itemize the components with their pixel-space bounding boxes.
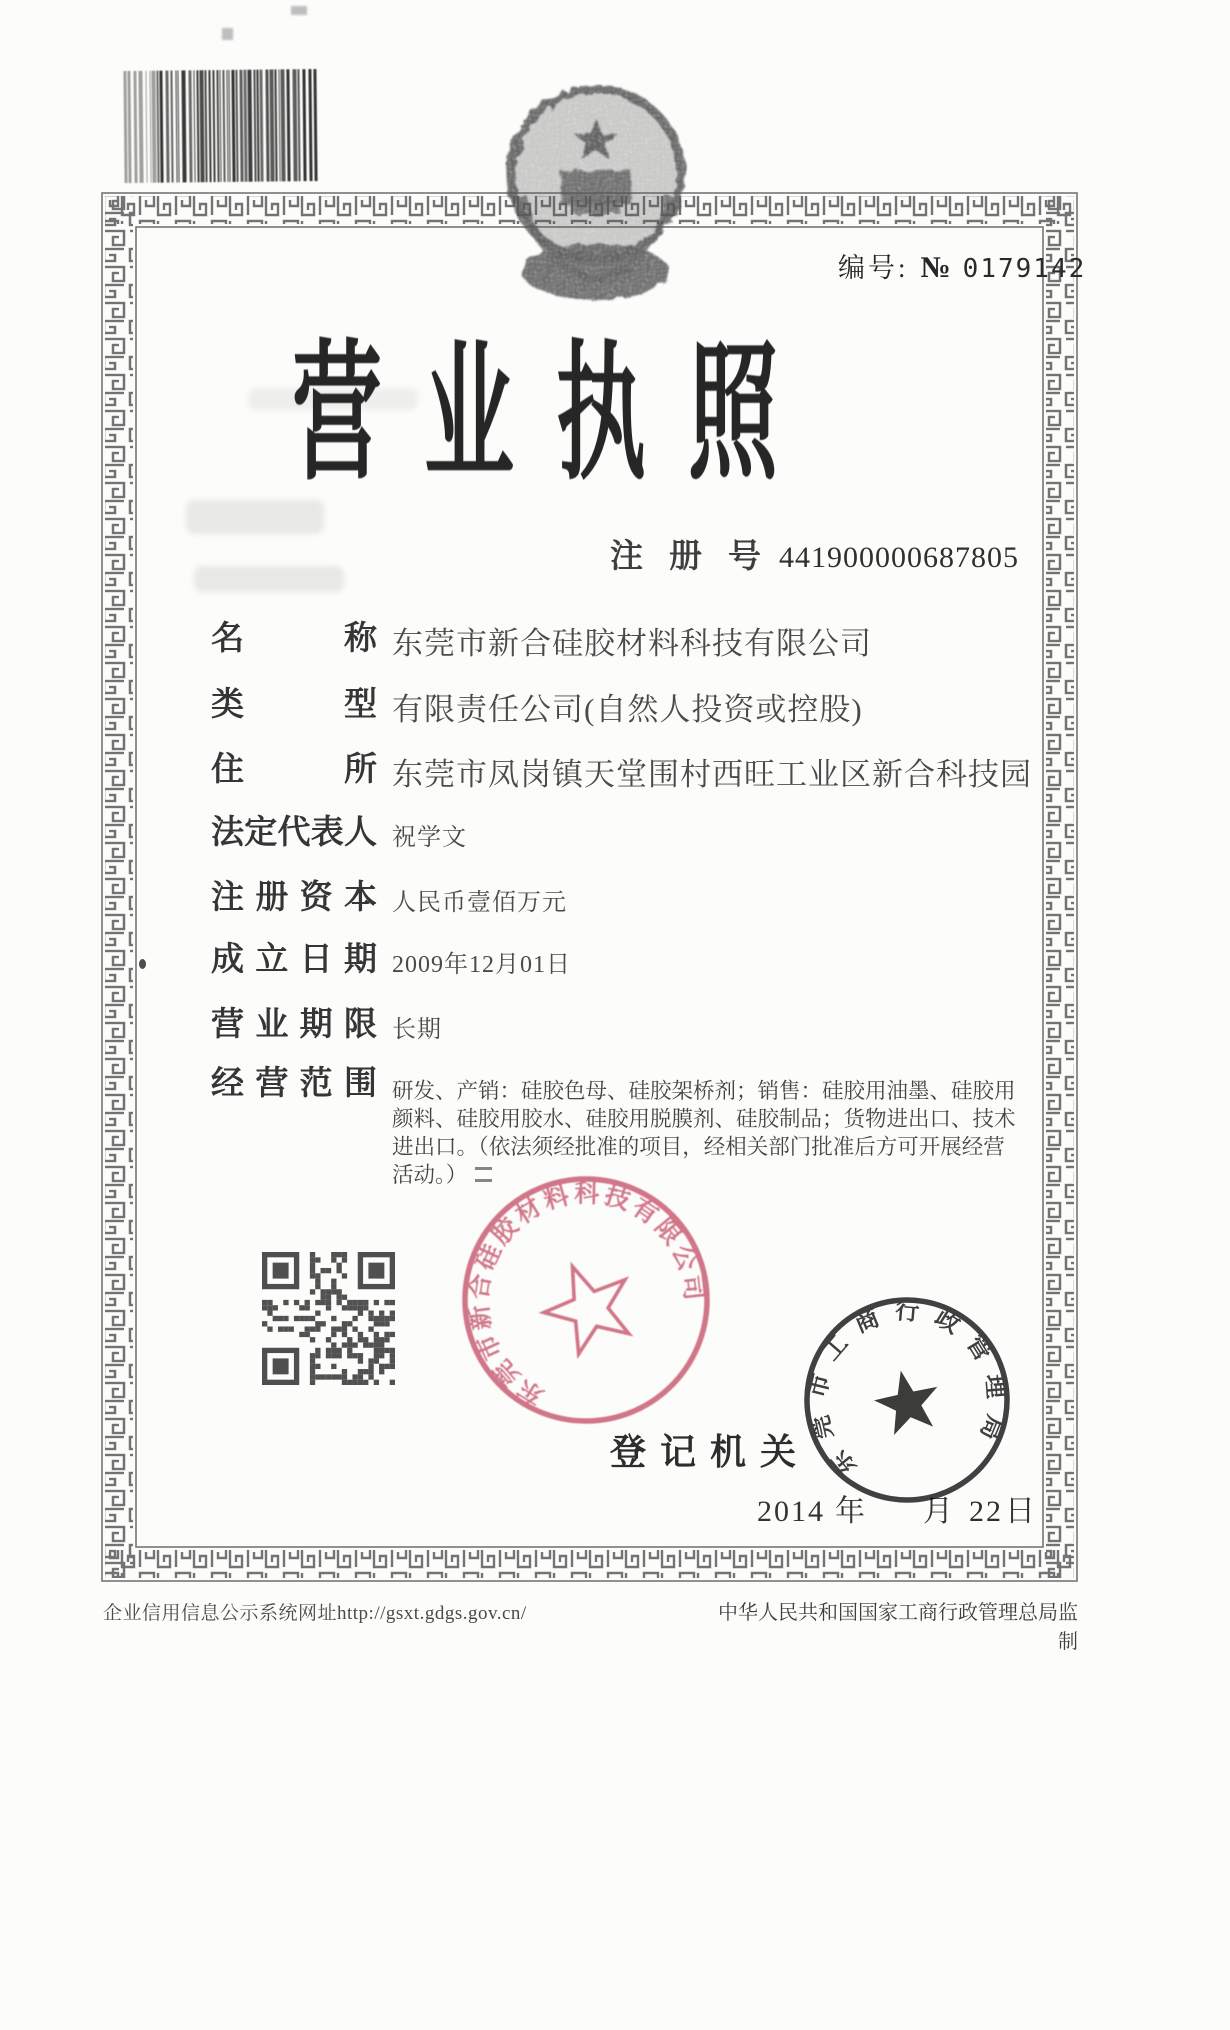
scan-speck [291, 6, 307, 15]
field-row-name [211, 617, 872, 663]
company-seal-image [452, 1166, 720, 1434]
footer-public-info-url: 企业信用信息公示系统网址http://gsxt.gdgs.gov.cn/ [103, 1603, 527, 1624]
field-row-business-term [211, 1003, 442, 1049]
field-label: 住所 [211, 752, 377, 789]
svg-text:东莞市新合硅胶材料科技有限公司 [452, 1166, 720, 1423]
field-label: 成立日期 [211, 942, 377, 979]
scope-line: 颜料、硅胶用胶水、硅胶用脱膜剂、硅胶制品；货物进出口、技术 [392, 1107, 1016, 1131]
field-value: 长期 [392, 1016, 442, 1043]
field-row-legal-representative [211, 811, 467, 857]
field-row-address [211, 748, 1032, 794]
field-row-registered-capital [211, 876, 567, 922]
year-unit: 年 [835, 1495, 865, 1528]
field-value: 人民币壹佰万元 [392, 889, 567, 916]
scope-line: 进出口。（依法须经批准的项目，经相关部门批准后方可开展经营 [392, 1135, 1005, 1159]
field-row-establish-date [211, 938, 571, 984]
field-value: 东莞市新合硅胶材料科技有限公司 [392, 625, 872, 661]
field-label: 注册资本 [211, 880, 377, 917]
footer-issuing-authority: 中华人民共和国国家工商行政管理总局监制 [718, 1602, 1078, 1653]
numero-sign: № [920, 251, 951, 284]
field-value: 祝学文 [392, 824, 467, 851]
registration-label: 注册号 [610, 539, 787, 575]
serial-number: 0179142 [962, 254, 1087, 284]
field-label: 营业期限 [211, 1007, 377, 1044]
field-label: 法定代表人 [211, 815, 377, 852]
field-value: 2009年12月01日 [392, 951, 571, 978]
registry-seal-image [793, 1286, 1021, 1514]
registration-number: 441900000687805 [779, 541, 1019, 574]
field-label: 类型 [211, 687, 377, 724]
issue-year: 2014 [757, 1495, 825, 1528]
day-unit: 日 [1005, 1495, 1035, 1528]
field-row-business-scope [211, 1066, 377, 1112]
certificate-title: 营业执照 [292, 329, 821, 497]
registrar-label: 登记机关 [610, 1432, 811, 1472]
barcode-image [121, 69, 324, 183]
field-value: 东莞市凤岗镇天堂围村西旺工业区新合科技园 [392, 756, 1032, 792]
registry-seal-text: 东莞市工商行政管理局 [804, 1298, 1010, 1480]
scope-line: 研发、产销：硅胶色母、硅胶架桥剂；销售：硅胶用油墨、硅胶用 [392, 1079, 1016, 1103]
qr-code-image [262, 1252, 395, 1385]
field-label: 名称 [211, 621, 377, 658]
serial-label: 编号: [838, 253, 909, 283]
company-seal-text: 东莞市新合硅胶材料科技有限公司 [465, 1180, 708, 1410]
field-value: 有限责任公司(自然人投资或控股) [392, 691, 863, 727]
registration-number-line [610, 530, 1019, 577]
month-unit: 月 [923, 1495, 953, 1528]
issue-day: 22 [969, 1495, 1003, 1528]
field-label: 经营范围 [211, 1066, 377, 1102]
scope-line-end: 活动。） [392, 1163, 468, 1187]
field-row-type [211, 683, 863, 729]
serial-number-line [838, 246, 1086, 285]
scan-speck [222, 28, 233, 40]
